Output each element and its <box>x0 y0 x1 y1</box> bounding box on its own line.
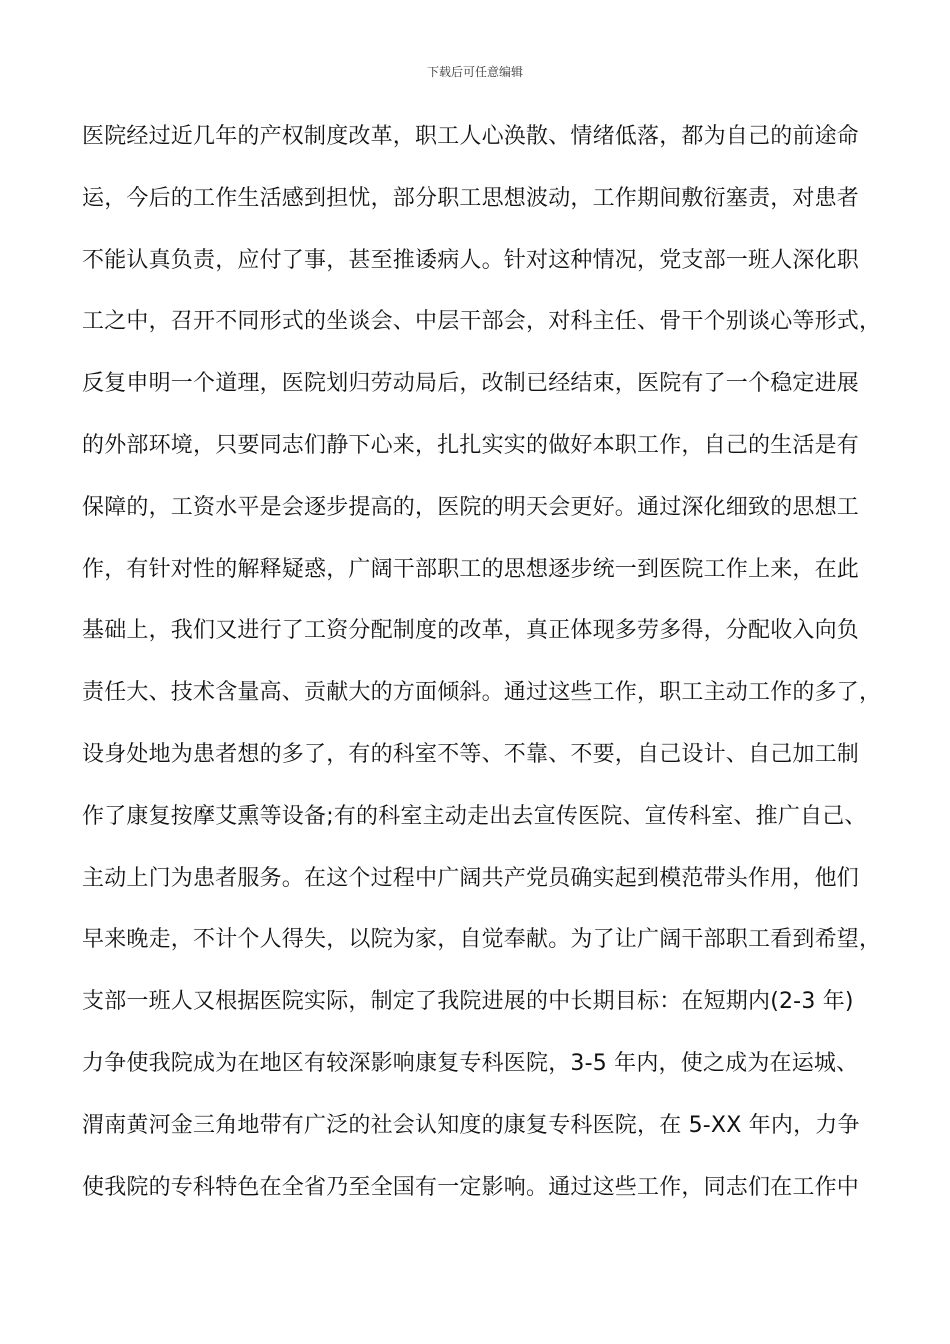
text-line: 渭南黄河金三角地带有广泛的社会认知度的康复专科医院，在 5-XX 年内，力争 <box>82 1112 860 1138</box>
text-line: 的外部环境，只要同志们静下心来，扎扎实实的做好本职工作，自己的生活是有 <box>82 432 860 458</box>
text-line: 早来晚走，不计个人得失，以院为家，自觉奉献。为了让广阔干部职工看到希望， <box>82 927 882 953</box>
body-paragraph <box>82 112 882 1224</box>
text-line: 不能认真负责，应付了事，甚至推诿病人。针对这种情况，党支部一班人深化职 <box>82 247 860 273</box>
text-line: 力争使我院成为在地区有较深影响康复专科医院，3-5 年内，使之成为在运城、 <box>82 1050 859 1076</box>
text-line: 作了康复按摩艾熏等设备;有的科室主动走出去宣传医院、宣传科室、推广自己、 <box>82 803 867 829</box>
text-line: 支部一班人又根据医院实际，制定了我院进展的中长期目标：在短期内(2-3 年) <box>82 989 854 1015</box>
text-line: 保障的，工资水平是会逐步提高的，医院的明天会更好。通过深化细致的思想工 <box>82 494 860 520</box>
text-line: 基础上，我们又进行了工资分配制度的改革，真正体现多劳多得，分配收入向负 <box>82 618 860 644</box>
text-line: 工之中，召开不同形式的坐谈会、中层干部会，对科主任、骨干个别谈心等形式， <box>82 309 882 335</box>
text-line: 反复申明一个道理，医院划归劳动局后，改制已经结束，医院有了一个稳定进展 <box>82 371 860 397</box>
text-line: 运，今后的工作生活感到担忧，部分职工思想波动，工作期间敷衍塞责，对患者 <box>82 185 860 211</box>
text-line: 责任大、技术含量高、贡献大的方面倾斜。通过这些工作，职工主动工作的多了， <box>82 680 882 706</box>
text-line: 设身处地为患者想的多了，有的科室不等、不靠、不要，自己设计、自己加工制 <box>82 741 860 767</box>
header-note: 下载后可任意编辑 <box>426 65 523 79</box>
text-line: 使我院的专科特色在全省乃至全国有一定影响。通过这些工作，同志们在工作中 <box>82 1174 860 1200</box>
text-line: 主动上门为患者服务。在这个过程中广阔共产党员确实起到模范带头作用，他们 <box>82 865 860 891</box>
text-line: 作，有针对性的解释疑惑，广阔干部职工的思想逐步统一到医院工作上来，在此 <box>82 556 860 582</box>
text-line: 医院经过近几年的产权制度改革，职工人心涣散、情绪低落，都为自己的前途命 <box>82 124 860 149</box>
